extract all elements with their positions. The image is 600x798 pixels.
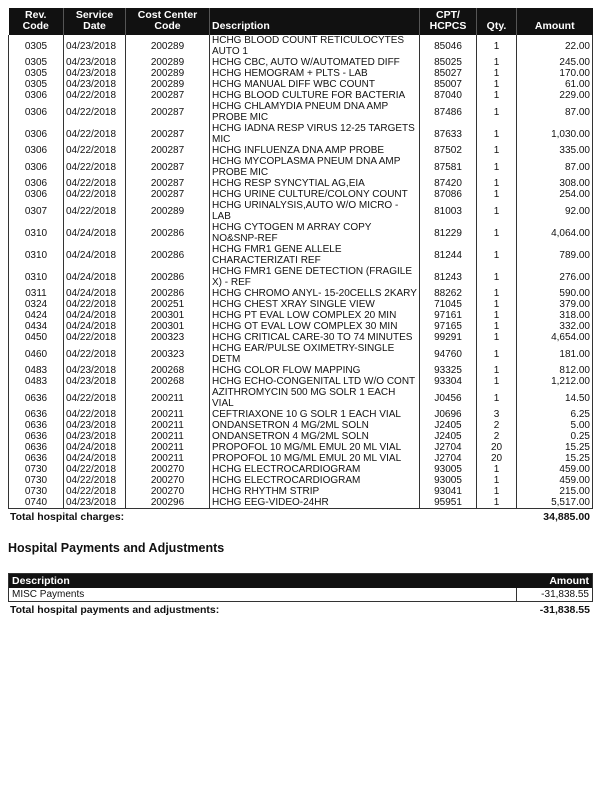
qty-cell: 1 <box>477 222 517 244</box>
service-date-cell: 04/22/2018 <box>64 189 126 200</box>
charge-row <box>9 189 593 200</box>
cpt-cell: 93005 <box>420 475 477 486</box>
charge-row <box>9 200 593 222</box>
qty-cell: 1 <box>477 310 517 321</box>
charge-row <box>9 79 593 90</box>
cpt-cell: 81244 <box>420 244 477 266</box>
service-date-cell: 04/22/2018 <box>64 178 126 189</box>
rev-code-cell: 0305 <box>24 79 48 90</box>
cpt-cell: J2405 <box>420 420 477 431</box>
qty-cell: 1 <box>477 68 517 79</box>
cpt-cell: 93304 <box>420 376 477 387</box>
description-cell: HCHG CYTOGEN M ARRAY COPY NO&SNP-REF <box>210 222 420 244</box>
rev-code-cell: 0305 <box>24 40 48 52</box>
qty-cell: 1 <box>477 90 517 101</box>
amount-cell: 590.00 <box>517 288 593 299</box>
charge-row <box>9 310 593 321</box>
col-header-service-date: Service Date <box>64 8 126 35</box>
service-date-cell: 04/23/2018 <box>64 79 126 90</box>
payment-description-cell: MISC Payments <box>9 588 517 602</box>
amount-cell: 1,212.00 <box>517 376 593 387</box>
col-header-rev-code: Rev. Code <box>9 8 64 35</box>
rev-code-cell: 0306 <box>24 161 48 173</box>
cost-center-cell: 200289 <box>126 68 210 79</box>
amount-cell: 87.00 <box>517 101 593 123</box>
service-date-cell: 04/23/2018 <box>64 497 126 509</box>
rev-code-cell: 0636 <box>24 453 48 464</box>
charge-row <box>9 442 593 453</box>
amount-cell: 170.00 <box>517 68 593 79</box>
rev-code-cell: 0311 <box>25 288 47 299</box>
service-date-cell: 04/24/2018 <box>64 244 126 266</box>
service-date-cell: 04/24/2018 <box>64 310 126 321</box>
total-charges-value: 34,885.00 <box>543 511 590 523</box>
charge-row <box>9 387 593 409</box>
qty-cell: 1 <box>477 343 517 365</box>
cpt-cell: J2704 <box>420 453 477 464</box>
cost-center-cell: 200268 <box>126 365 210 376</box>
cost-center-cell: 200286 <box>126 244 210 266</box>
service-date-cell: 04/22/2018 <box>64 123 126 145</box>
qty-cell: 1 <box>477 200 517 222</box>
charge-row <box>9 299 593 310</box>
cpt-cell: 85007 <box>420 79 477 90</box>
payments-table <box>8 573 593 602</box>
rev-code-cell: 0730 <box>24 475 48 486</box>
service-date-cell: 04/23/2018 <box>64 365 126 376</box>
rev-code-cell: 0450 <box>24 332 48 343</box>
amount-cell: 0.25 <box>517 431 593 442</box>
cost-center-cell: 200211 <box>126 420 210 431</box>
qty-cell: 1 <box>477 79 517 90</box>
amount-cell: 14.50 <box>517 387 593 409</box>
rev-code-cell: 0636 <box>24 420 48 431</box>
cpt-cell: 93325 <box>420 365 477 376</box>
qty-cell: 1 <box>477 189 517 200</box>
pay-col-header-description: Description <box>9 574 517 589</box>
charges-body <box>9 35 593 509</box>
description-cell: HCHG RESP SYNCYTIAL AG,EIA <box>210 178 420 189</box>
rev-code-cell: 0310 <box>24 227 48 239</box>
amount-cell: 181.00 <box>517 343 593 365</box>
cost-center-cell: 200287 <box>126 189 210 200</box>
service-date-cell: 04/23/2018 <box>64 420 126 431</box>
cpt-cell: J0696 <box>420 409 477 420</box>
cost-center-cell: 200323 <box>126 332 210 343</box>
qty-cell: 1 <box>477 57 517 68</box>
cost-center-cell: 200286 <box>126 266 210 288</box>
qty-cell: 1 <box>477 321 517 332</box>
service-date-cell: 04/24/2018 <box>64 222 126 244</box>
payment-row <box>9 588 593 602</box>
cpt-cell: 93005 <box>420 464 477 475</box>
cpt-cell: 85027 <box>420 68 477 79</box>
cpt-cell: 93041 <box>420 486 477 497</box>
pay-col-header-amount: Amount <box>517 574 593 589</box>
cpt-cell: J2405 <box>420 431 477 442</box>
charge-row <box>9 332 593 343</box>
description-cell: HCHG CHLAMYDIA PNEUM DNA AMP PROBE MIC <box>210 101 420 123</box>
charge-row <box>9 178 593 189</box>
rev-code-cell: 0310 <box>24 249 48 261</box>
cpt-cell: 87486 <box>420 101 477 123</box>
description-cell: HCHG OT EVAL LOW COMPLEX 30 MIN <box>210 321 420 332</box>
description-cell: HCHG EAR/PULSE OXIMETRY-SINGLE DETM <box>210 343 420 365</box>
rev-code-cell: 0483 <box>24 365 48 376</box>
col-header-description: Description <box>210 8 420 35</box>
charge-row <box>9 376 593 387</box>
service-date-cell: 04/23/2018 <box>64 57 126 68</box>
description-cell: HCHG ECHO-CONGENITAL LTD W/O CONT <box>210 376 420 387</box>
qty-cell: 2 <box>477 420 517 431</box>
cpt-cell: 85046 <box>420 35 477 57</box>
cost-center-cell: 200211 <box>126 442 210 453</box>
service-date-cell: 04/22/2018 <box>64 332 126 343</box>
rev-code-cell: 0324 <box>24 299 48 310</box>
total-charges-line <box>8 509 592 523</box>
cpt-cell: 81229 <box>420 222 477 244</box>
rev-code-cell: 0306 <box>24 178 48 189</box>
description-cell: AZITHROMYCIN 500 MG SOLR 1 EACH VIAL <box>210 387 420 409</box>
rev-code-cell: 0434 <box>24 321 48 332</box>
description-cell: HCHG COLOR FLOW MAPPING <box>210 365 420 376</box>
amount-cell: 459.00 <box>517 464 593 475</box>
qty-cell: 1 <box>477 365 517 376</box>
cpt-cell: 87086 <box>420 189 477 200</box>
qty-cell: 1 <box>477 101 517 123</box>
amount-cell: 6.25 <box>517 409 593 420</box>
service-date-cell: 04/22/2018 <box>64 145 126 156</box>
rev-code-cell: 0306 <box>24 128 48 140</box>
amount-cell: 15.25 <box>517 453 593 464</box>
cost-center-cell: 200287 <box>126 123 210 145</box>
service-date-cell: 04/22/2018 <box>64 464 126 475</box>
rev-code-cell: 0310 <box>24 271 48 283</box>
charge-row <box>9 409 593 420</box>
cpt-cell: J2704 <box>420 442 477 453</box>
cpt-cell: 87502 <box>420 145 477 156</box>
cost-center-cell: 200286 <box>126 288 210 299</box>
rev-code-cell: 0306 <box>24 106 48 118</box>
qty-cell: 1 <box>477 145 517 156</box>
rev-code-cell: 0740 <box>24 497 48 508</box>
rev-code-cell: 0636 <box>24 431 48 442</box>
amount-cell: 1,030.00 <box>517 123 593 145</box>
qty-cell: 1 <box>477 266 517 288</box>
service-date-cell: 04/22/2018 <box>64 343 126 365</box>
statement-page <box>8 8 592 616</box>
cost-center-cell: 200296 <box>126 497 210 509</box>
charge-row <box>9 145 593 156</box>
rev-code-cell: 0307 <box>24 205 48 217</box>
service-date-cell: 04/24/2018 <box>64 442 126 453</box>
description-cell: HCHG INFLUENZA DNA AMP PROBE <box>210 145 420 156</box>
cpt-cell: 88262 <box>420 288 477 299</box>
cost-center-cell: 200301 <box>126 310 210 321</box>
charge-row <box>9 486 593 497</box>
qty-cell: 1 <box>477 299 517 310</box>
col-header-qty: Qty. <box>477 8 517 35</box>
amount-cell: 245.00 <box>517 57 593 68</box>
service-date-cell: 04/23/2018 <box>64 376 126 387</box>
qty-cell: 1 <box>477 486 517 497</box>
description-cell: HCHG CRITICAL CARE-30 TO 74 MINUTES <box>210 332 420 343</box>
charge-row <box>9 90 593 101</box>
description-cell: HCHG URINE CULTURE/COLONY COUNT <box>210 189 420 200</box>
cpt-cell: 95951 <box>420 497 477 509</box>
qty-cell: 1 <box>477 475 517 486</box>
amount-cell: 22.00 <box>517 35 593 57</box>
qty-cell: 1 <box>477 123 517 145</box>
charge-row <box>9 288 593 299</box>
cpt-cell: 87420 <box>420 178 477 189</box>
service-date-cell: 04/22/2018 <box>64 409 126 420</box>
description-cell: HCHG FMR1 GENE DETECTION (FRAGILE X) - REF <box>210 266 420 288</box>
service-date-cell: 04/24/2018 <box>64 288 126 299</box>
charge-row <box>9 57 593 68</box>
cpt-cell: 87040 <box>420 90 477 101</box>
total-payments-value: -31,838.55 <box>539 604 590 616</box>
charge-row <box>9 497 593 509</box>
rev-code-cell: 0306 <box>24 145 48 156</box>
description-cell: HCHG EEG-VIDEO-24HR <box>210 497 420 509</box>
rev-code-cell: 0730 <box>24 464 48 475</box>
cpt-cell: 81243 <box>420 266 477 288</box>
col-header-cost-center: Cost Center Code <box>126 8 210 35</box>
charge-row <box>9 101 593 123</box>
description-cell: HCHG MANUAL DIFF WBC COUNT <box>210 79 420 90</box>
cost-center-cell: 200323 <box>126 343 210 365</box>
description-cell: HCHG BLOOD COUNT RETICULOCYTES AUTO 1 <box>210 35 420 57</box>
cost-center-cell: 200211 <box>126 431 210 442</box>
service-date-cell: 04/23/2018 <box>64 431 126 442</box>
amount-cell: 459.00 <box>517 475 593 486</box>
qty-cell: 1 <box>477 288 517 299</box>
amount-cell: 254.00 <box>517 189 593 200</box>
cpt-cell: 71045 <box>420 299 477 310</box>
charge-row <box>9 464 593 475</box>
rev-code-cell: 0636 <box>24 409 48 420</box>
description-cell: ONDANSETRON 4 MG/2ML SOLN <box>210 420 420 431</box>
cost-center-cell: 200287 <box>126 156 210 178</box>
description-cell: HCHG FMR1 GENE ALLELE CHARACTERIZATI REF <box>210 244 420 266</box>
cost-center-cell: 200287 <box>126 145 210 156</box>
cost-center-cell: 200251 <box>126 299 210 310</box>
rev-code-cell: 0636 <box>24 392 48 404</box>
service-date-cell: 04/23/2018 <box>64 35 126 57</box>
qty-cell: 1 <box>477 35 517 57</box>
amount-cell: 812.00 <box>517 365 593 376</box>
cost-center-cell: 200270 <box>126 475 210 486</box>
col-header-amount: Amount <box>517 8 593 35</box>
cost-center-cell: 200289 <box>126 200 210 222</box>
description-cell: HCHG RHYTHM STRIP <box>210 486 420 497</box>
charge-row <box>9 222 593 244</box>
amount-cell: 4,654.00 <box>517 332 593 343</box>
cost-center-cell: 200270 <box>126 486 210 497</box>
payments-section-title: Hospital Payments and Adjustments <box>8 541 225 555</box>
cpt-cell: 99291 <box>420 332 477 343</box>
qty-cell: 1 <box>477 387 517 409</box>
charge-row <box>9 156 593 178</box>
total-charges-label: Total hospital charges: <box>10 511 125 523</box>
charge-row <box>9 431 593 442</box>
charge-row <box>9 420 593 431</box>
cpt-cell: 97161 <box>420 310 477 321</box>
qty-cell: 1 <box>477 244 517 266</box>
amount-cell: 5.00 <box>517 420 593 431</box>
service-date-cell: 04/22/2018 <box>64 299 126 310</box>
service-date-cell: 04/24/2018 <box>64 266 126 288</box>
rev-code-cell: 0305 <box>24 68 48 79</box>
cost-center-cell: 200211 <box>126 387 210 409</box>
description-cell: HCHG URINALYSIS,AUTO W/O MICRO - LAB <box>210 200 420 222</box>
amount-cell: 229.00 <box>517 90 593 101</box>
charge-row <box>9 266 593 288</box>
cpt-cell: 97165 <box>420 321 477 332</box>
payments-body <box>9 588 593 602</box>
service-date-cell: 04/24/2018 <box>64 453 126 464</box>
qty-cell: 1 <box>477 156 517 178</box>
service-date-cell: 04/22/2018 <box>64 200 126 222</box>
charge-row <box>9 123 593 145</box>
rev-code-cell: 0483 <box>24 376 48 387</box>
cpt-cell: 81003 <box>420 200 477 222</box>
description-cell: ONDANSETRON 4 MG/2ML SOLN <box>210 431 420 442</box>
amount-cell: 5,517.00 <box>517 497 593 509</box>
charge-row <box>9 321 593 332</box>
service-date-cell: 04/22/2018 <box>64 475 126 486</box>
amount-cell: 92.00 <box>517 200 593 222</box>
qty-cell: 1 <box>477 497 517 509</box>
charge-row <box>9 244 593 266</box>
description-cell: HCHG CHROMO ANYL- 15-20CELLS 2KARY <box>210 288 420 299</box>
cost-center-cell: 200211 <box>126 409 210 420</box>
charge-row <box>9 365 593 376</box>
cost-center-cell: 200211 <box>126 453 210 464</box>
qty-cell: 3 <box>477 409 517 420</box>
qty-cell: 2 <box>477 431 517 442</box>
description-cell: HCHG HEMOGRAM + PLTS - LAB <box>210 68 420 79</box>
charge-row <box>9 35 593 57</box>
col-header-cpt: CPT/ HCPCS <box>420 8 477 35</box>
amount-cell: 332.00 <box>517 321 593 332</box>
amount-cell: 379.00 <box>517 299 593 310</box>
cost-center-cell: 200270 <box>126 464 210 475</box>
cost-center-cell: 200289 <box>126 35 210 57</box>
cpt-cell: 87633 <box>420 123 477 145</box>
qty-cell: 20 <box>477 453 517 464</box>
cost-center-cell: 200287 <box>126 101 210 123</box>
cost-center-cell: 200287 <box>126 178 210 189</box>
qty-cell: 1 <box>477 178 517 189</box>
payment-amount-cell: -31,838.55 <box>517 588 593 602</box>
payments-header-row <box>9 574 593 589</box>
cpt-cell: 87581 <box>420 156 477 178</box>
amount-cell: 87.00 <box>517 156 593 178</box>
amount-cell: 276.00 <box>517 266 593 288</box>
amount-cell: 335.00 <box>517 145 593 156</box>
charge-row <box>9 453 593 464</box>
amount-cell: 15.25 <box>517 442 593 453</box>
service-date-cell: 04/22/2018 <box>64 387 126 409</box>
description-cell: HCHG ELECTROCARDIOGRAM <box>210 464 420 475</box>
cpt-cell: J0456 <box>420 387 477 409</box>
description-cell: PROPOFOL 10 MG/ML EMUL 20 ML VIAL <box>210 453 420 464</box>
amount-cell: 789.00 <box>517 244 593 266</box>
service-date-cell: 04/22/2018 <box>64 486 126 497</box>
cpt-cell: 85025 <box>420 57 477 68</box>
description-cell: PROPOFOL 10 MG/ML EMUL 20 ML VIAL <box>210 442 420 453</box>
rev-code-cell: 0636 <box>24 442 48 453</box>
qty-cell: 1 <box>477 376 517 387</box>
cost-center-cell: 200289 <box>126 57 210 68</box>
charge-row <box>9 68 593 79</box>
charges-header-row <box>9 8 593 35</box>
rev-code-cell: 0305 <box>24 57 48 68</box>
description-cell: HCHG CHEST XRAY SINGLE VIEW <box>210 299 420 310</box>
service-date-cell: 04/22/2018 <box>64 90 126 101</box>
cost-center-cell: 200287 <box>126 90 210 101</box>
amount-cell: 318.00 <box>517 310 593 321</box>
cost-center-cell: 200286 <box>126 222 210 244</box>
charges-table <box>8 8 593 509</box>
total-payments-line <box>8 602 592 616</box>
service-date-cell: 04/22/2018 <box>64 156 126 178</box>
amount-cell: 308.00 <box>517 178 593 189</box>
service-date-cell: 04/24/2018 <box>64 321 126 332</box>
rev-code-cell: 0306 <box>24 189 48 200</box>
service-date-cell: 04/22/2018 <box>64 101 126 123</box>
qty-cell: 1 <box>477 464 517 475</box>
cost-center-cell: 200301 <box>126 321 210 332</box>
rev-code-cell: 0460 <box>24 348 48 360</box>
amount-cell: 4,064.00 <box>517 222 593 244</box>
amount-cell: 215.00 <box>517 486 593 497</box>
rev-code-cell: 0730 <box>24 486 48 497</box>
amount-cell: 61.00 <box>517 79 593 90</box>
description-cell: HCHG ELECTROCARDIOGRAM <box>210 475 420 486</box>
rev-code-cell: 0424 <box>24 310 48 321</box>
cpt-cell: 94760 <box>420 343 477 365</box>
qty-cell: 1 <box>477 332 517 343</box>
charge-row <box>9 343 593 365</box>
description-cell: HCHG CBC, AUTO W/AUTOMATED DIFF <box>210 57 420 68</box>
rev-code-cell: 0306 <box>24 90 48 101</box>
cost-center-cell: 200289 <box>126 79 210 90</box>
qty-cell: 20 <box>477 442 517 453</box>
description-cell: HCHG MYCOPLASMA PNEUM DNA AMP PROBE MIC <box>210 156 420 178</box>
cost-center-cell: 200268 <box>126 376 210 387</box>
charge-row <box>9 475 593 486</box>
description-cell: CEFTRIAXONE 10 G SOLR 1 EACH VIAL <box>210 409 420 420</box>
service-date-cell: 04/23/2018 <box>64 68 126 79</box>
description-cell: HCHG IADNA RESP VIRUS 12-25 TARGETS MIC <box>210 123 420 145</box>
description-cell: HCHG PT EVAL LOW COMPLEX 20 MIN <box>210 310 420 321</box>
description-cell: HCHG BLOOD CULTURE FOR BACTERIA <box>210 90 420 101</box>
total-payments-label: Total hospital payments and adjustments: <box>10 604 220 616</box>
